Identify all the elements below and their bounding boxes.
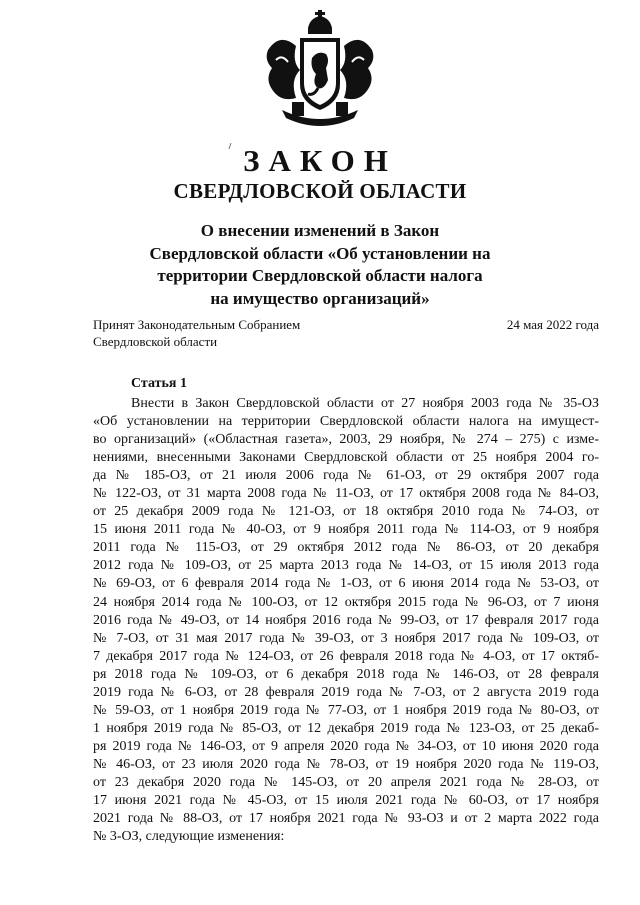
body-line: 24 ноября 2014 года № 100-ОЗ, от 12 октября 2015 года № 96-ОЗ, от 7 июня: [93, 594, 599, 610]
body-line: № 46-ОЗ, от 23 июля 2020 года № 78-ОЗ, от 19 ноября 2020 года № 119-ОЗ,: [93, 756, 599, 772]
body-line: 15 июня 2011 года № 40-ОЗ, от 9 ноября 2011 года № 114-ОЗ, от 9 ноября: [93, 522, 599, 538]
body-line: ря 2018 года № 109-ОЗ, от 6 декабря 2018 года № 146-ОЗ, от 28 февраля: [93, 666, 599, 682]
body-line: от 25 декабря 2009 года № 121-ОЗ, от 18 октября 2010 года № 74-ОЗ, от: [93, 504, 599, 520]
body-line: № 7-ОЗ, от 31 мая 2017 года № 39-ОЗ, от 3 ноября 2017 года № 109-ОЗ, от: [93, 630, 599, 646]
body-line: 1 ноября 2019 года № 85-ОЗ, от 12 декабря 2019 года № 123-ОЗ, от 25 декаб-: [93, 720, 599, 736]
body-line: № 59-ОЗ, от 1 ноября 2019 года № 77-ОЗ, от 1 ноября 2019 года № 80-ОЗ, от: [93, 702, 599, 718]
law-subject: [0, 220, 640, 310]
body-line: 17 июня 2021 года № 45-ОЗ, от 15 июля 2021 года № 60-ОЗ, от 17 ноября: [93, 793, 599, 809]
adoption-line: Принят Законодательным Собранием: [93, 317, 301, 332]
subject-line: на имущество организаций»: [210, 288, 430, 308]
body-line: № 69-ОЗ, от 6 февраля 2014 года № 1-ОЗ, от 6 июня 2014 года № 53-ОЗ, от: [93, 576, 599, 592]
body-line: 2016 года № 49-ОЗ, от 14 ноября 2016 года № 99-ОЗ, от 17 февраля 2017 года: [93, 612, 599, 628]
sverdlovsk-coat-of-arms-icon: [262, 10, 378, 130]
region-title: СВЕРДЛОВСКОЙ ОБЛАСТИ: [173, 179, 467, 203]
body-line: во организаций» («Областная газета», 2003, 29 ноября, № 274 – 275) с изме-: [93, 432, 599, 448]
adoption-line: Свердловской области: [93, 334, 218, 349]
body-line: от 23 декабря 2020 года № 145-ОЗ, от 20 апреля 2021 года № 28-ОЗ, от: [93, 774, 599, 790]
adoption-date: 24 мая 2022 года: [506, 317, 599, 332]
body-line: 2019 года № 6-ОЗ, от 28 февраля 2019 года № 7-ОЗ, от 2 августа 2019 года: [93, 684, 599, 700]
body-line: нениями, внесенными Законами Свердловской области от 25 ноября 2004 го-: [93, 450, 599, 466]
body-line: 2012 года № 109-ОЗ, от 25 марта 2013 года № 14-ОЗ, от 15 июля 2013 года: [93, 558, 599, 574]
article-body: [93, 395, 599, 846]
body-line: «Об установлении на территории Свердловской области налога на имущест-: [93, 414, 599, 430]
subject-line: Свердловской области «Об установлении на: [149, 243, 491, 263]
article-title: Статья 1: [131, 376, 187, 391]
body-line: 7 декабря 2017 года № 124-ОЗ, от 26 февраля 2018 года № 4-ОЗ, от 17 октяб-: [93, 648, 599, 664]
body-line: да № 185-ОЗ, от 21 июля 2006 года № 61-ОЗ, от 29 октября 2007 года: [93, 468, 599, 484]
body-line: № 122-ОЗ, от 31 марта 2008 года № 11-ОЗ, от 17 октября 2008 года № 84-ОЗ,: [93, 486, 599, 502]
body-line: № 3-ОЗ, следующие изменения:: [93, 829, 285, 845]
body-line: Внести в Закон Свердловской области от 27 ноября 2003 года № 35-ОЗ: [131, 396, 599, 411]
body-line: 2021 года № 88-ОЗ, от 17 ноября 2021 года № 93-ОЗ и от 2 марта 2022 года: [93, 811, 599, 827]
body-line: ря 2019 года № 146-ОЗ, от 9 апреля 2020 года № 34-ОЗ, от 10 июня 2020 года: [93, 738, 599, 754]
body-line: 2011 года № 115-ОЗ, от 29 октября 2012 года № 86-ОЗ, от 20 декабря: [93, 540, 599, 556]
subject-line: территории Свердловской области налога: [157, 266, 483, 285]
adoption-note: [93, 316, 300, 350]
subject-line: О внесении изменений в Закон: [200, 221, 440, 240]
document-type-title: ЗАКОН: [243, 143, 397, 178]
